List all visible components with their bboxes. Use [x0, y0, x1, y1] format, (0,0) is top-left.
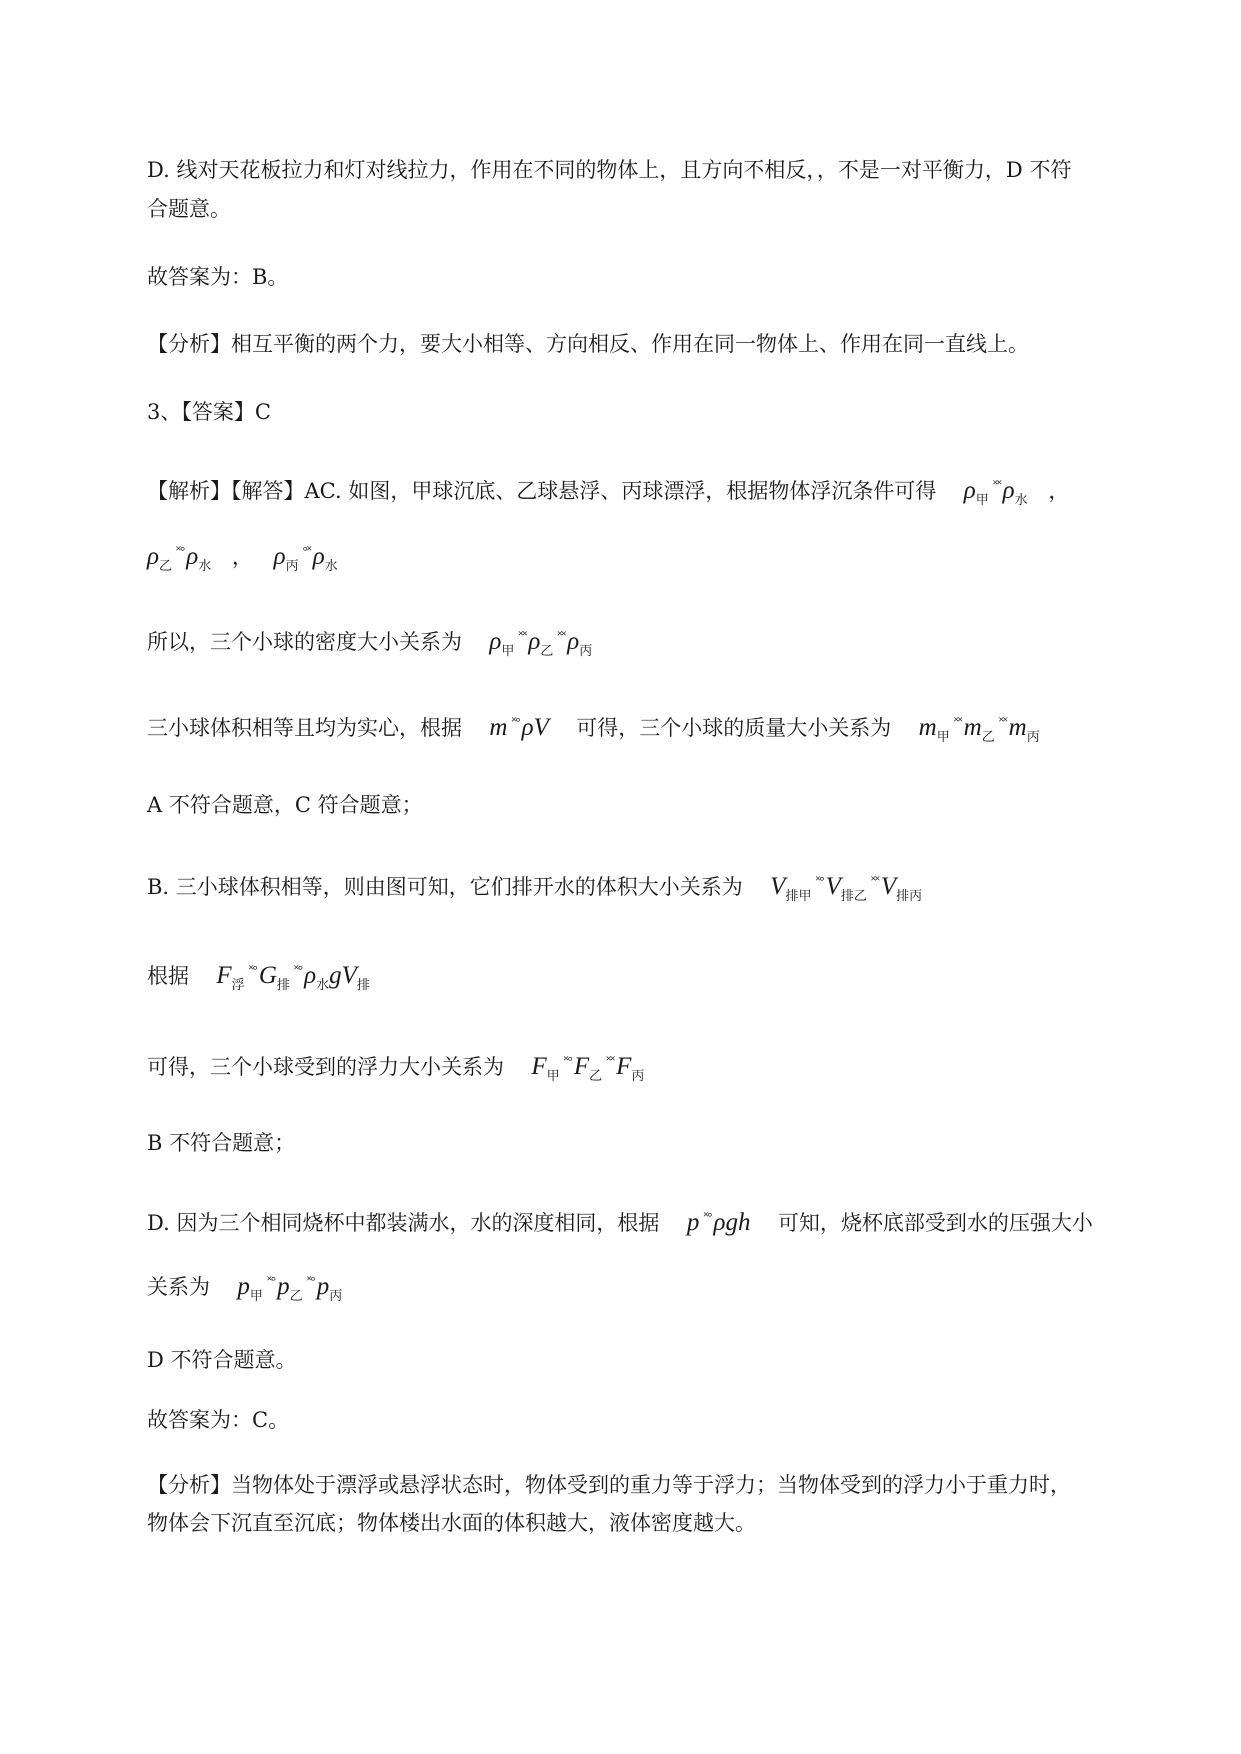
option-a-c: A 不符合题意，C 符合题意；	[147, 793, 423, 817]
volume-formula: $V_{排甲}^{˟^\circ}V_{排乙}^{˟˟}V_{排丙}$	[770, 873, 923, 904]
mass-relation: 三小球体积相等且均为实心，根据 m ˟°ρV 可得，三个小球的质量大小关系为 $m_甲^{˟˟}m_乙^{˟˟}m_丙$	[147, 714, 1040, 745]
density-relation: 所以，三个小球的密度大小关系为 $\rho_甲^{˟˟}\rho_乙^{˟˟}\rho_丙$	[147, 628, 593, 659]
solution-line2: $\rho_乙^{˟^\circ}\rho_水$ ， $\rho_丙^{^\circ˟}\rho_水$	[147, 543, 338, 574]
paragraph-d-line2: 合题意。	[147, 197, 231, 221]
rho-jia-relation: $\rho_甲^{˟˟}\rho_水$	[963, 477, 1028, 508]
rho-yi-relation: $\rho_乙^{˟^\circ}\rho_水$	[147, 543, 212, 574]
pressure-line2: 关系为 $p_甲^{˟^\circ}p_乙^{˟^\circ}p_丙$	[147, 1273, 343, 1304]
question-3-answer: 3、【答案】C	[147, 400, 271, 424]
analysis-1: 【分析】相互平衡的两个力，要大小相等、方向相反、作用在同一物体上、作用在同一直线上。	[147, 332, 1029, 356]
paragraph-d-line1: D. 线对天花板拉力和灯对线拉力，作用在不同的物体上，且方向不相反，，不是一对平衡力，D 不符	[147, 158, 1072, 182]
pressure-formula: p ˟°ρgh	[686, 1209, 751, 1236]
mass-comparison: $m_甲^{˟˟}m_乙^{˟˟}m_丙$	[918, 714, 1040, 745]
analysis-2-line1: 【分析】当物体处于漂浮或悬浮状态时，物体受到的重力等于浮力；当物体受到的浮力小于重力时，	[147, 1473, 1071, 1497]
answer-b: 故答案为：B。	[147, 265, 289, 289]
rho-bing-relation: $\rho_丙^{^\circ˟}\rho_水$	[273, 543, 338, 574]
force-relation: 可得，三个小球受到的浮力大小关系为 $F_甲^{˟^\circ}F_乙^{˟˟}F_丙$	[147, 1053, 645, 1084]
solution-line1: 【解析】【解答】AC. 如图，甲球沉底、乙球悬浮、丙球漂浮，根据物体浮沉条件可得 $\rho_甲^{˟˟}\rho_水$ ，	[147, 477, 1070, 508]
analysis-2-line2: 物体会下沉直至沉底；物体楼出水面的体积越大，液体密度越大。	[147, 1511, 756, 1535]
option-d: D 不符合题意。	[147, 1348, 297, 1372]
pressure-line1: D. 因为三个相同烧杯中都装满水，水的深度相同，根据 p ˟°ρgh 可知，烧杯底部受到水的压强大小	[147, 1209, 1093, 1236]
pressure-comparison: $p_甲^{˟^\circ}p_乙^{˟^\circ}p_丙$	[237, 1273, 343, 1304]
buoyancy-law: 根据 $F_浮^{˟^\circ}G_排^{˟^\circ}\rho_水gV_排$	[147, 962, 370, 993]
solution-text: 【解析】【解答】AC. 如图，甲球沉底、乙球悬浮、丙球漂浮，根据物体浮沉条件可得	[147, 479, 937, 503]
volume-relation: B. 三小球体积相等，则由图可知，它们排开水的体积大小关系为 $V_{排甲}^{˟^\circ}V_{排乙}^{˟˟}V_{排丙}$	[147, 873, 923, 904]
answer-c: 故答案为：C。	[147, 1408, 290, 1432]
mass-formula: m ˟°ρV	[489, 714, 549, 741]
option-b: B 不符合题意；	[147, 1131, 296, 1155]
archimedes-formula: $F_浮^{˟^\circ}G_排^{˟^\circ}\rho_水gV_排$	[216, 962, 370, 993]
density-formula: $\rho_甲^{˟˟}\rho_乙^{˟˟}\rho_丙$	[489, 628, 593, 659]
force-formula: $F_甲^{˟^\circ}F_乙^{˟˟}F_丙$	[531, 1053, 645, 1084]
